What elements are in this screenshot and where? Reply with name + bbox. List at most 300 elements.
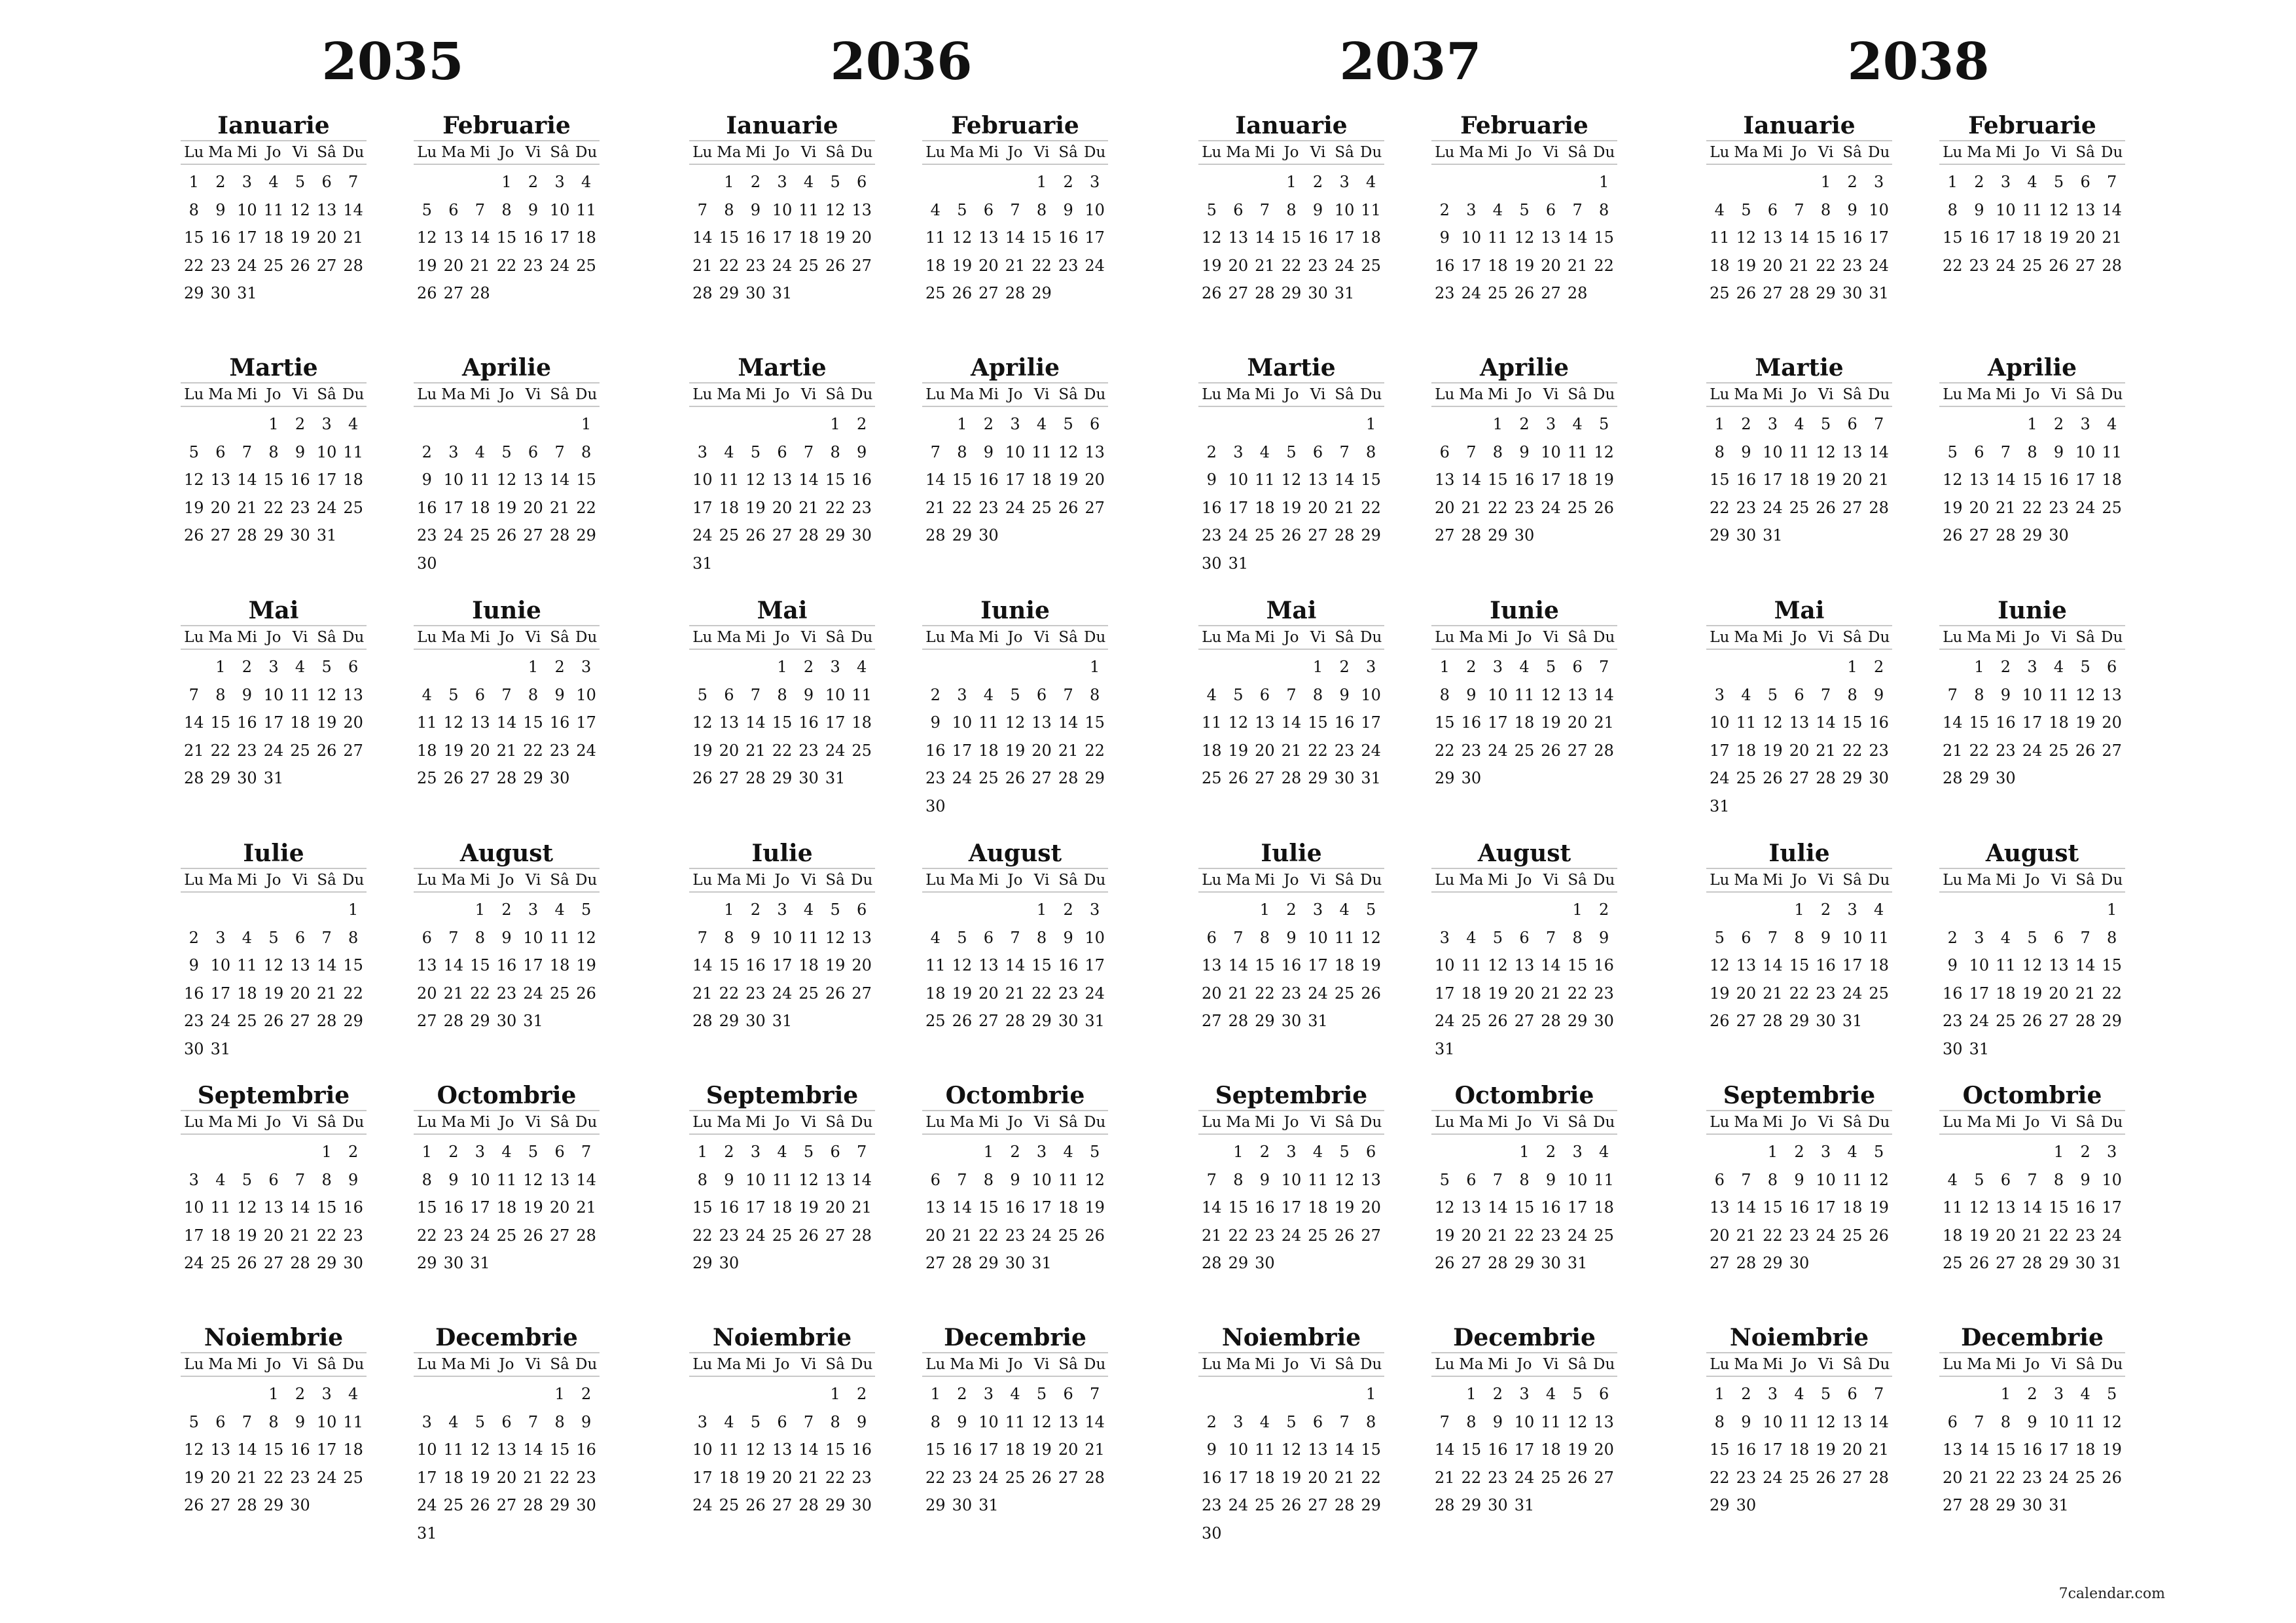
weekday-header bbox=[1706, 1110, 1892, 1135]
weekday-label: Vi bbox=[1543, 629, 1559, 646]
day-cell: 25 bbox=[263, 256, 284, 275]
day-cell: 1 bbox=[1090, 658, 1100, 676]
weekday-label: Ma bbox=[441, 386, 466, 403]
day-cell: 22 bbox=[1361, 498, 1381, 517]
day-cell: 3 bbox=[957, 685, 967, 704]
weekday-label: Ma bbox=[1967, 1356, 1992, 1373]
day-cell: 25 bbox=[925, 284, 946, 302]
day-cell: 2 bbox=[1339, 658, 1350, 676]
day-cell: 28 bbox=[1281, 769, 1302, 787]
day-cell: 12 bbox=[1435, 1198, 1455, 1217]
weekday-label: Du bbox=[851, 872, 873, 889]
weekday-label: Vi bbox=[292, 872, 308, 889]
month-aprilie bbox=[1431, 353, 1617, 550]
day-cell: 13 bbox=[852, 200, 872, 219]
month-title: Septembrie bbox=[706, 1082, 859, 1109]
day-empty bbox=[520, 410, 547, 438]
weekday-header bbox=[1939, 868, 2125, 893]
day-cell: 31 bbox=[1361, 769, 1381, 787]
day-cell: 27 bbox=[772, 526, 793, 544]
day-cell: 23 bbox=[184, 1012, 204, 1030]
day-cell: 1 bbox=[1794, 901, 1804, 919]
day-grid bbox=[1706, 1138, 1892, 1277]
day-cell: 21 bbox=[1005, 256, 1026, 275]
day-cell: 5 bbox=[1820, 1385, 1831, 1403]
weekday-header bbox=[181, 868, 367, 893]
weekday-label: Vi bbox=[1543, 1356, 1559, 1373]
day-cell: 18 bbox=[2049, 713, 2069, 732]
day-cell: 11 bbox=[719, 1440, 740, 1459]
weekday-label: Vi bbox=[1310, 144, 1326, 161]
weekday-label: Vi bbox=[2051, 1114, 2067, 1131]
day-cell: 17 bbox=[470, 1198, 490, 1217]
day-cell: 3 bbox=[242, 173, 253, 191]
day-cell: 30 bbox=[1461, 769, 1482, 787]
day-cell: 9 bbox=[2000, 685, 2011, 704]
day-cell: 4 bbox=[2027, 173, 2037, 191]
weekday-label: Jo bbox=[266, 144, 281, 161]
day-cell: 5 bbox=[188, 1412, 199, 1431]
weekday-label: Sâ bbox=[1842, 1356, 1862, 1373]
month-august bbox=[1431, 839, 1617, 1063]
day-cell: 20 bbox=[290, 984, 310, 1003]
day-empty bbox=[1431, 168, 1458, 196]
weekday-header bbox=[414, 868, 600, 893]
day-cell: 12 bbox=[1281, 471, 1302, 489]
day-cell: 6 bbox=[1206, 928, 1217, 947]
day-cell: 10 bbox=[1969, 956, 1990, 974]
day-cell: 24 bbox=[523, 984, 543, 1003]
day-cell: 24 bbox=[1228, 526, 1249, 544]
month-title: Ianuarie bbox=[726, 112, 838, 139]
day-cell: 16 bbox=[1488, 1440, 1508, 1459]
day-cell: 23 bbox=[343, 1226, 363, 1245]
weekday-label: Du bbox=[1084, 629, 1106, 646]
day-empty bbox=[1225, 896, 1252, 924]
day-cell: 13 bbox=[1541, 228, 1561, 247]
day-grid bbox=[1431, 896, 1617, 1063]
day-cell: 3 bbox=[697, 442, 708, 461]
weekday-header bbox=[1198, 1110, 1384, 1135]
weekday-header bbox=[689, 1352, 875, 1377]
day-cell: 6 bbox=[857, 901, 867, 919]
weekday-label: Mi bbox=[1254, 1356, 1275, 1373]
day-cell: 7 bbox=[581, 1143, 592, 1161]
day-cell: 9 bbox=[2080, 1170, 2090, 1189]
day-cell: 14 bbox=[523, 1440, 543, 1459]
day-cell: 11 bbox=[1541, 1412, 1561, 1431]
day-cell: 27 bbox=[1943, 1496, 1963, 1514]
weekday-label: Sâ bbox=[825, 872, 845, 889]
day-cell: 29 bbox=[1996, 1496, 2016, 1514]
day-cell: 9 bbox=[1312, 200, 1323, 219]
weekday-label: Mi bbox=[469, 872, 490, 889]
weekday-label: Vi bbox=[1033, 144, 1050, 161]
weekday-label: Lu bbox=[1943, 144, 1963, 161]
day-cell: 2 bbox=[957, 1385, 967, 1403]
day-cell: 18 bbox=[1005, 1440, 1026, 1459]
day-cell: 30 bbox=[1736, 1496, 1757, 1514]
day-empty bbox=[1511, 896, 1538, 924]
day-grid bbox=[922, 653, 1108, 820]
day-cell: 18 bbox=[2102, 471, 2122, 489]
day-cell: 19 bbox=[825, 956, 846, 974]
day-cell: 14 bbox=[798, 471, 819, 489]
day-cell: 6 bbox=[1767, 200, 1778, 219]
day-cell: 24 bbox=[1514, 1468, 1535, 1487]
day-cell: 20 bbox=[978, 256, 999, 275]
day-cell: 11 bbox=[1514, 685, 1535, 704]
day-cell: 10 bbox=[237, 200, 257, 219]
month-title: August bbox=[1477, 840, 1571, 867]
day-cell: 12 bbox=[798, 1170, 819, 1189]
day-cell: 29 bbox=[523, 769, 543, 787]
day-cell: 8 bbox=[528, 685, 539, 704]
weekday-label: Du bbox=[1593, 1356, 1615, 1373]
day-cell: 22 bbox=[1842, 741, 1863, 760]
day-cell: 2 bbox=[750, 901, 761, 919]
day-cell: 6 bbox=[1063, 1385, 1073, 1403]
day-cell: 27 bbox=[343, 741, 363, 760]
day-cell: 10 bbox=[1228, 1440, 1249, 1459]
day-cell: 4 bbox=[1545, 1385, 1556, 1403]
day-cell: 11 bbox=[1943, 1198, 1963, 1217]
day-cell: 4 bbox=[1794, 415, 1804, 433]
weekday-label: Lu bbox=[417, 144, 437, 161]
day-cell: 19 bbox=[1228, 741, 1249, 760]
day-cell: 15 bbox=[925, 1440, 946, 1459]
day-cell: 6 bbox=[528, 442, 539, 461]
day-cell: 11 bbox=[925, 956, 946, 974]
day-cell: 17 bbox=[772, 228, 793, 247]
weekday-label: Sâ bbox=[1568, 872, 1587, 889]
day-cell: 7 bbox=[242, 442, 253, 461]
weekday-label: Lu bbox=[1710, 1114, 1730, 1131]
weekday-label: Vi bbox=[1818, 1356, 1834, 1373]
day-cell: 19 bbox=[523, 1198, 543, 1217]
day-grid bbox=[689, 1380, 875, 1520]
day-cell: 12 bbox=[184, 1440, 204, 1459]
month-title: Noiembrie bbox=[1221, 1324, 1361, 1351]
weekday-label: Vi bbox=[1818, 629, 1834, 646]
day-cell: 21 bbox=[237, 1468, 257, 1487]
day-cell: 18 bbox=[1461, 984, 1482, 1003]
month-iulie bbox=[1198, 839, 1384, 1035]
day-cell: 19 bbox=[952, 984, 973, 1003]
day-cell: 9 bbox=[724, 1170, 734, 1189]
day-cell: 19 bbox=[1594, 471, 1614, 489]
day-cell: 10 bbox=[745, 1170, 766, 1189]
day-empty bbox=[1331, 1380, 1358, 1408]
day-cell: 3 bbox=[1366, 658, 1376, 676]
day-cell: 9 bbox=[295, 442, 306, 461]
day-cell: 25 bbox=[496, 1226, 517, 1245]
day-cell: 10 bbox=[1488, 685, 1508, 704]
day-cell: 8 bbox=[957, 442, 967, 461]
day-cell: 23 bbox=[523, 256, 543, 275]
day-cell: 23 bbox=[1435, 284, 1455, 302]
day-cell: 26 bbox=[745, 1496, 766, 1514]
day-cell: 5 bbox=[830, 901, 840, 919]
day-grid bbox=[1706, 653, 1892, 820]
day-cell: 11 bbox=[1710, 228, 1730, 247]
weekday-label: Jo bbox=[266, 1114, 281, 1131]
day-cell: 3 bbox=[1714, 685, 1725, 704]
day-cell: 17 bbox=[417, 1468, 437, 1487]
day-cell: 20 bbox=[343, 713, 363, 732]
day-cell: 22 bbox=[1085, 741, 1105, 760]
day-cell: 7 bbox=[348, 173, 359, 191]
weekday-label: Vi bbox=[800, 144, 817, 161]
day-empty bbox=[1484, 168, 1511, 196]
day-cell: 20 bbox=[1308, 498, 1328, 517]
day-cell: 29 bbox=[343, 1012, 363, 1030]
day-cell: 31 bbox=[1763, 526, 1783, 544]
day-cell: 10 bbox=[825, 685, 846, 704]
month-title: August bbox=[1985, 840, 2079, 867]
day-cell: 1 bbox=[188, 173, 199, 191]
month-octombrie bbox=[922, 1081, 1108, 1277]
day-cell: 15 bbox=[184, 228, 204, 247]
day-cell: 24 bbox=[952, 769, 973, 787]
day-cell: 3 bbox=[2107, 1143, 2117, 1161]
day-cell: 8 bbox=[188, 200, 199, 219]
day-empty bbox=[1759, 896, 1786, 924]
day-cell: 22 bbox=[417, 1226, 437, 1245]
day-cell: 16 bbox=[1058, 228, 1079, 247]
day-cell: 3 bbox=[554, 173, 565, 191]
day-cell: 23 bbox=[2049, 498, 2069, 517]
day-cell: 21 bbox=[798, 1468, 819, 1487]
weekday-label: Sâ bbox=[550, 144, 569, 161]
day-cell: 15 bbox=[825, 1440, 846, 1459]
day-cell: 23 bbox=[1488, 1468, 1508, 1487]
day-cell: 2 bbox=[1820, 901, 1831, 919]
day-cell: 18 bbox=[443, 1468, 464, 1487]
day-cell: 21 bbox=[343, 228, 363, 247]
day-cell: 20 bbox=[852, 956, 872, 974]
weekday-label: Lu bbox=[1435, 1356, 1455, 1373]
day-cell: 23 bbox=[1736, 498, 1757, 517]
day-empty bbox=[1431, 896, 1458, 924]
day-cell: 20 bbox=[772, 1468, 793, 1487]
day-cell: 22 bbox=[1969, 741, 1990, 760]
day-cell: 14 bbox=[1594, 685, 1614, 704]
weekday-label: Ma bbox=[208, 144, 233, 161]
day-cell: 11 bbox=[549, 928, 570, 947]
day-cell: 19 bbox=[417, 256, 437, 275]
day-cell: 12 bbox=[1567, 1412, 1588, 1431]
day-empty bbox=[234, 1138, 260, 1166]
day-cell: 13 bbox=[1842, 442, 1863, 461]
day-cell: 12 bbox=[1202, 228, 1222, 247]
day-cell: 4 bbox=[422, 685, 432, 704]
day-cell: 11 bbox=[237, 956, 257, 974]
weekday-label: Jo bbox=[499, 1114, 514, 1131]
day-cell: 20 bbox=[470, 741, 490, 760]
day-cell: 29 bbox=[316, 1254, 337, 1272]
day-cell: 21 bbox=[925, 498, 946, 517]
day-empty bbox=[440, 410, 467, 438]
day-cell: 26 bbox=[798, 1226, 819, 1245]
day-cell: 22 bbox=[1763, 1226, 1783, 1245]
day-cell: 11 bbox=[1461, 956, 1482, 974]
day-cell: 29 bbox=[719, 1012, 740, 1030]
day-cell: 16 bbox=[1869, 713, 1889, 732]
day-cell: 3 bbox=[2027, 658, 2037, 676]
day-cell: 5 bbox=[1339, 1143, 1350, 1161]
day-cell: 29 bbox=[1514, 1254, 1535, 1272]
weekday-header bbox=[922, 140, 1108, 165]
day-grid bbox=[1431, 1380, 1617, 1520]
day-empty bbox=[2019, 896, 2046, 924]
day-empty bbox=[1564, 168, 1591, 196]
day-cell: 29 bbox=[1281, 284, 1302, 302]
month-title: Februarie bbox=[1968, 112, 2096, 139]
day-cell: 17 bbox=[443, 498, 464, 517]
day-cell: 22 bbox=[343, 984, 363, 1003]
day-empty bbox=[1939, 896, 1966, 924]
day-cell: 12 bbox=[2049, 200, 2069, 219]
day-cell: 13 bbox=[2049, 956, 2069, 974]
day-empty bbox=[1278, 410, 1305, 438]
day-cell: 28 bbox=[745, 769, 766, 787]
day-cell: 28 bbox=[470, 284, 490, 302]
weekday-header bbox=[1198, 382, 1384, 407]
weekday-label: Sâ bbox=[550, 386, 569, 403]
day-cell: 30 bbox=[978, 526, 999, 544]
day-cell: 17 bbox=[263, 713, 284, 732]
day-empty bbox=[1431, 1138, 1458, 1166]
day-cell: 4 bbox=[1519, 658, 1530, 676]
day-cell: 26 bbox=[184, 526, 204, 544]
day-empty bbox=[1055, 653, 1082, 681]
day-cell: 7 bbox=[1545, 928, 1556, 947]
day-cell: 11 bbox=[1789, 442, 1810, 461]
day-cell: 26 bbox=[2075, 741, 2096, 760]
day-cell: 19 bbox=[745, 1468, 766, 1487]
day-empty bbox=[1002, 653, 1029, 681]
day-cell: 12 bbox=[1031, 1412, 1052, 1431]
day-cell: 27 bbox=[978, 1012, 999, 1030]
day-empty bbox=[547, 410, 573, 438]
weekday-label: Ma bbox=[1459, 872, 1484, 889]
day-cell: 1 bbox=[2000, 1385, 2011, 1403]
day-cell: 9 bbox=[1206, 471, 1217, 489]
weekday-label: Du bbox=[1868, 144, 1890, 161]
day-cell: 20 bbox=[1996, 1226, 2016, 1245]
day-cell: 18 bbox=[1567, 471, 1588, 489]
day-grid bbox=[1939, 896, 2125, 1063]
weekday-label: Ma bbox=[1459, 1114, 1484, 1131]
day-cell: 18 bbox=[1334, 956, 1355, 974]
day-cell: 25 bbox=[443, 1496, 464, 1514]
day-cell: 5 bbox=[581, 901, 592, 919]
weekday-label: Vi bbox=[1033, 629, 1050, 646]
day-empty bbox=[2019, 1138, 2046, 1166]
weekday-label: Du bbox=[1593, 144, 1615, 161]
day-cell: 23 bbox=[1334, 741, 1355, 760]
day-cell: 19 bbox=[2049, 228, 2069, 247]
day-cell: 19 bbox=[2102, 1440, 2122, 1459]
weekday-label: Ma bbox=[950, 144, 975, 161]
day-cell: 31 bbox=[1334, 284, 1355, 302]
weekday-label: Jo bbox=[1791, 144, 1807, 161]
weekday-label: Sâ bbox=[2075, 386, 2095, 403]
weekday-header bbox=[1939, 625, 2125, 650]
day-cell: 16 bbox=[1255, 1198, 1275, 1217]
year-title: 2037 bbox=[1339, 32, 1482, 92]
weekday-label: Sâ bbox=[1058, 386, 1078, 403]
day-cell: 5 bbox=[1820, 415, 1831, 433]
day-cell: 24 bbox=[470, 1226, 490, 1245]
day-cell: 25 bbox=[2102, 498, 2122, 517]
weekday-label: Mi bbox=[745, 144, 766, 161]
day-cell: 22 bbox=[825, 498, 846, 517]
day-cell: 15 bbox=[263, 471, 284, 489]
day-cell: 7 bbox=[1339, 1412, 1350, 1431]
day-cell: 6 bbox=[215, 442, 226, 461]
day-cell: 1 bbox=[724, 901, 734, 919]
day-cell: 6 bbox=[448, 200, 459, 219]
month-martie bbox=[689, 353, 875, 577]
day-cell: 22 bbox=[1996, 1468, 2016, 1487]
day-cell: 17 bbox=[1514, 1440, 1535, 1459]
day-cell: 11 bbox=[1842, 1170, 1863, 1189]
day-cell: 10 bbox=[316, 442, 337, 461]
weekday-label: Sâ bbox=[1058, 872, 1078, 889]
day-cell: 24 bbox=[1710, 769, 1730, 787]
weekday-label: Vi bbox=[525, 872, 541, 889]
day-cell: 30 bbox=[496, 1012, 517, 1030]
day-empty bbox=[689, 896, 716, 924]
day-cell: 3 bbox=[1090, 901, 1100, 919]
day-empty bbox=[922, 1138, 949, 1166]
day-grid bbox=[1198, 896, 1384, 1035]
weekday-label: Du bbox=[575, 629, 598, 646]
month-ianuarie bbox=[181, 111, 367, 308]
day-cell: 28 bbox=[316, 1012, 337, 1030]
weekday-label: Mi bbox=[1487, 144, 1508, 161]
day-cell: 7 bbox=[1339, 442, 1350, 461]
day-empty bbox=[1733, 1138, 1760, 1166]
day-cell: 29 bbox=[952, 526, 973, 544]
day-cell: 24 bbox=[1969, 1012, 1990, 1030]
day-cell: 1 bbox=[724, 173, 734, 191]
day-cell: 8 bbox=[1439, 685, 1450, 704]
month-septembrie bbox=[689, 1081, 875, 1277]
month-decembrie bbox=[1431, 1323, 1617, 1520]
day-cell: 7 bbox=[1492, 1170, 1503, 1189]
day-cell: 14 bbox=[1435, 1440, 1455, 1459]
day-cell: 23 bbox=[1005, 1226, 1026, 1245]
day-cell: 24 bbox=[692, 526, 713, 544]
day-cell: 10 bbox=[1763, 1412, 1783, 1431]
weekday-header bbox=[1706, 1352, 1892, 1377]
day-cell: 21 bbox=[1058, 741, 1079, 760]
day-cell: 13 bbox=[1461, 1198, 1482, 1217]
day-cell: 7 bbox=[803, 1412, 814, 1431]
day-cell: 12 bbox=[1594, 442, 1614, 461]
day-cell: 6 bbox=[1572, 658, 1583, 676]
day-cell: 19 bbox=[1058, 471, 1079, 489]
day-cell: 2 bbox=[1063, 173, 1073, 191]
day-cell: 19 bbox=[1710, 984, 1730, 1003]
day-cell: 28 bbox=[798, 526, 819, 544]
day-cell: 17 bbox=[1228, 498, 1249, 517]
day-cell: 11 bbox=[343, 1412, 363, 1431]
day-cell: 16 bbox=[1943, 984, 1963, 1003]
